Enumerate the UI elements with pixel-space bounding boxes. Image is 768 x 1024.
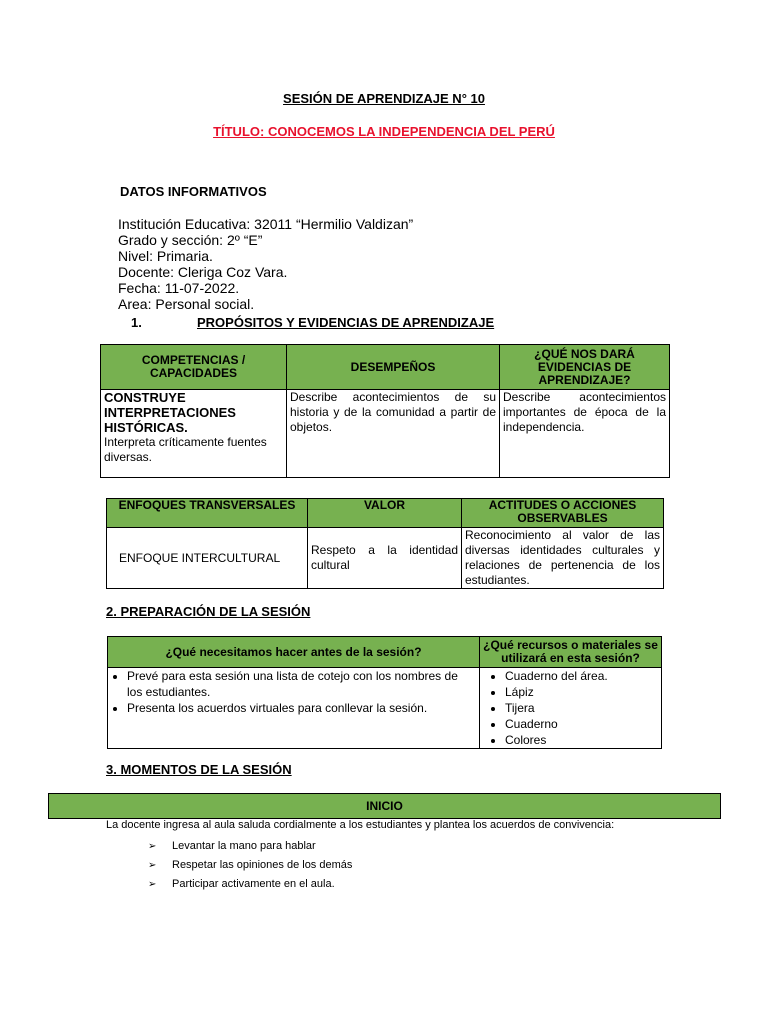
session-number-heading: SESIÓN DE APRENDIZAJE N° 10 [283,91,485,106]
table-header-row [108,637,662,668]
recursos-list [483,668,658,748]
arrow-bullet-icon: ➢ [148,860,157,871]
table-header-row [107,499,664,528]
desempeno-cell: Describe acontecimientos de su historia y de la comunidad a partir de objetos. [287,390,500,478]
section-1-heading [131,315,494,330]
list-item [148,875,352,894]
column-header: ¿Qué recursos o materiales se utilizará en esta sesión? [480,637,662,668]
enfoques-table [106,498,664,589]
datos-line: Grado y sección: 2º “E” [118,232,263,248]
antes-cell [108,668,480,749]
datos-line: Docente: Cleriga Coz Vara. [118,264,288,280]
list-item: • Presenta los acuerdos virtuales para conllevar la sesión. [127,700,476,716]
datos-line: Fecha: 11-07-2022. [118,280,240,296]
rule-text: Participar activamente en el aula. [172,878,335,890]
table-row [108,668,662,749]
evidencia-cell: Describe acontecimientos importantes de época de la independencia. [500,390,670,478]
datos-line: Area: Personal social. [118,296,255,312]
datos-line: Institución Educativa: 32011 “Hermilio Valdizan” [118,216,414,232]
valor-cell: Respeto a la identidad cultural [308,528,462,589]
section-2-heading: 2. PREPARACIÓN DE LA SESIÓN [106,604,311,619]
list-item: • Cuaderno [505,716,658,732]
arrow-bullet-icon: ➢ [148,841,157,852]
competencia-name: CONSTRUYE INTERPRETACIONES HISTÓRICAS. [104,390,236,435]
table-row [101,390,670,478]
list-item: • Tijera [505,700,658,716]
inicio-intro-text: La docente ingresa al aula saluda cordialmente a los estudiantes y plantea los acuerdos de convivencia: [106,819,615,831]
table-header-row [101,345,670,390]
list-item: • Lápiz [505,684,658,700]
competencia-cell [101,390,287,478]
session-title: TÍTULO: CONOCEMOS LA INDEPENDENCIA DEL PERÚ [213,124,555,139]
column-header: ¿Qué necesitamos hacer antes de la sesión? [108,637,480,668]
list-item: • Prevé para esta sesión una lista de cotejo con los nombres de los estudiantes. [127,668,476,700]
arrow-bullet-icon: ➢ [148,879,157,890]
section-3-heading: 3. MOMENTOS DE LA SESIÓN [106,762,292,777]
section-1-title: PROPÓSITOS Y EVIDENCIAS DE APRENDIZAJE [197,315,495,330]
section-1-number: 1. [131,315,142,330]
column-header: ENFOQUES TRANSVERSALES [107,499,308,528]
column-header: VALOR [308,499,462,528]
list-item [148,856,352,875]
propositos-table [100,344,670,478]
rule-text: Levantar la mano para hablar [172,840,316,852]
list-item [148,837,352,856]
column-header: COMPETENCIAS / CAPACIDADES [101,345,287,390]
datos-informativos-list [118,216,413,312]
enfoque-cell: ENFOQUE INTERCULTURAL [107,528,308,589]
capacidad-text: Interpreta críticamente fuentes diversas. [104,435,267,464]
list-item: • Cuaderno del área. [505,668,658,684]
inicio-banner: INICIO [48,793,721,819]
column-header: ACTITUDES O ACCIONES OBSERVABLES [462,499,664,528]
column-header: DESEMPEÑOS [287,345,500,390]
datos-informativos-heading: DATOS INFORMATIVOS [120,184,267,199]
recursos-cell [480,668,662,749]
table-row [107,528,664,589]
datos-line: Nivel: Primaria. [118,248,213,264]
acuerdos-list [148,837,352,894]
column-header: ¿QUÉ NOS DARÁ EVIDENCIAS DE APRENDIZAJE? [500,345,670,390]
actitud-cell: Reconocimiento al valor de las diversas identidades culturales y relaciones de pertenencia de los estudiantes. [462,528,664,589]
antes-list [111,668,476,716]
preparacion-table [107,636,662,749]
rule-text: Respetar las opiniones de los demás [172,859,353,871]
list-item: • Colores [505,732,658,748]
